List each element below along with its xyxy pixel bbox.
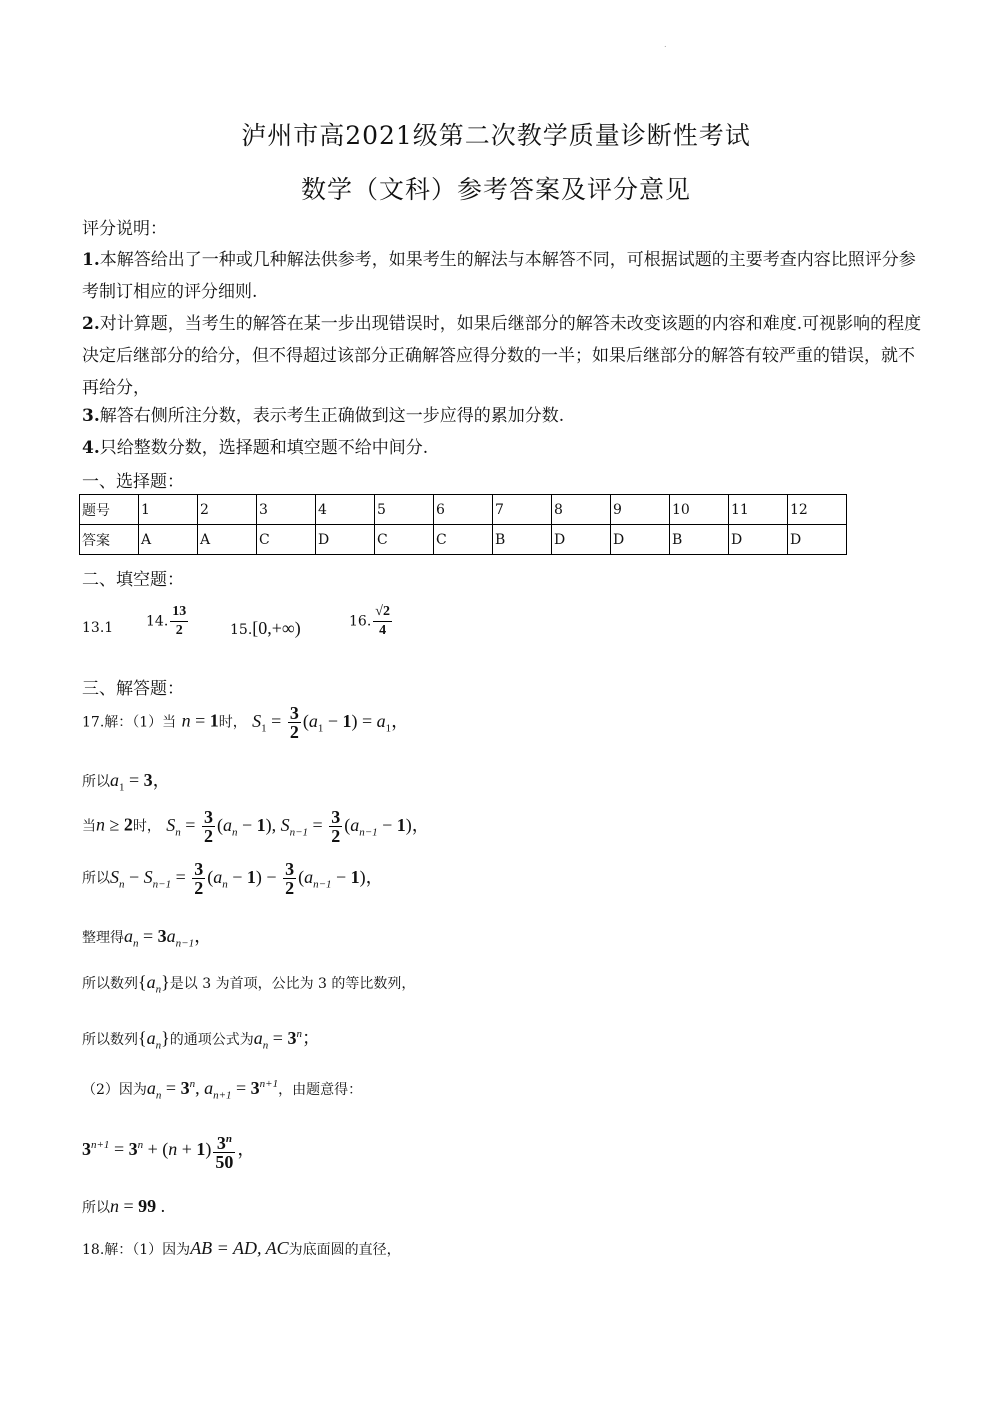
note-number: 4. [82,438,100,458]
sol17-line5 [82,922,212,950]
math-expr: $S_1$ = $\frac{3}{2}$ $(a_1 - 1) = a_1$， [252,703,410,742]
sol18-text: （1）因为 [132,1242,191,1258]
table-cell: 8 [552,495,611,525]
sol17-text: 所以数列 [82,1032,138,1048]
sol17-line8 [82,1078,362,1102]
math-expr: $a_n = 3a_{n-1}$， [124,926,213,950]
table-cell: 6 [434,495,493,525]
table-cell: D [611,525,670,555]
sol17-text: 整理得 [82,930,124,946]
table-row-numbers [80,495,847,525]
sol17-text: 所以数列 [82,976,138,992]
fill-q15-value: [0,+∞) [252,618,301,638]
fraction [170,603,188,640]
math-expr: n = 1 [181,710,219,731]
sol18-line1 [82,1238,401,1259]
table-cell: D [552,525,611,555]
table-header-cell: 题号 [80,495,139,525]
fill-q15-label: 15. [230,622,253,638]
table-cell: B [493,525,552,555]
note-text: 只给整数分数，选择题和填空题不给中间分. [99,438,429,458]
table-cell: 11 [729,495,788,525]
table-header-cell: 答案 [80,525,139,555]
answer-table [79,494,847,555]
page-subtitle: 数学（文科）参考答案及评分意见 [300,175,691,204]
sol17-text: 的通项公式为 [169,1032,254,1048]
denominator: 4 [379,623,387,638]
numerator: 13 [170,603,188,622]
sol17-line3 [82,808,430,845]
table-cell: 12 [788,495,847,525]
fill-q14-label: 14. [146,613,169,630]
sol17-text: （2）因为 [82,1082,147,1098]
table-cell: C [257,525,316,555]
table-cell: B [670,525,729,555]
fill-q14 [146,603,190,640]
math-expr: $a_1 = 3$， [110,770,171,794]
table-cell: D [729,525,788,555]
math-expr: $\{a_n\}$ [138,1028,170,1052]
sol17-when: 时， [218,714,247,731]
table-cell: A [139,525,198,555]
section-choice-heading: 一、选择题： [82,472,184,492]
table-cell: 3 [257,495,316,525]
note-text: 本解答给出了一种或几种解法供参考，如果考生的解法与本解答不同，可根据试题的主要考查内容比照评分参考制订相应的评分细则. [82,250,916,302]
fill-q16 [349,603,394,640]
numerator: √2 [373,603,392,622]
table-cell: C [375,525,434,555]
sol17-line1 [82,704,409,741]
note-3 [82,400,922,432]
fill-q15 [230,618,301,639]
sol17-text: 当 [82,818,96,835]
table-cell: D [316,525,375,555]
table-cell: 9 [611,495,670,525]
math-expr: $S_n - S_{n-1}$ = $\frac{3}{2}$ $(a_n - 1)$ − $\frac{3}{2}$ $(a_{n-1} - 1)$， [110,859,384,898]
fill-q13: 13.1 [82,620,114,636]
fill-q16-label: 16. [349,613,372,630]
note-number: 1. [82,250,100,270]
note-1 [82,244,922,308]
fraction [373,603,392,640]
note-number: 2. [82,314,100,334]
sol17-line7 [82,1024,320,1052]
denominator: 2 [175,623,183,638]
page-title: 泸州市高2021级第二次教学质量诊断性考试 [241,121,751,150]
sol17-part1: （1）当 [132,714,177,731]
sol17-label: 17.解： [82,714,133,731]
speck-mark: . [664,40,667,49]
math-expr: $a_n = 3^n$； [253,1028,320,1052]
sol17-text: ，由题意得： [278,1082,363,1098]
table-cell: 2 [198,495,257,525]
section-solution-heading: 三、解答题： [82,679,184,699]
sol17-text: 时， [132,818,161,835]
note-text: 解答右侧所注分数，表示考生正确做到这一步应得的累加分数. [99,406,565,426]
table-row-answers [80,525,847,555]
math-expr: $S_n$ = $\frac{3}{2}$ $(a_n - 1)$, $S_{n-1}$ = $\frac{3}{2}$ $(a_{n-1} - 1)$， [166,807,430,846]
section-fill-heading: 二、填空题： [82,570,184,590]
sol17-text: 所以 [82,1200,110,1216]
n-value: 99 [138,1196,157,1216]
note-4 [82,432,922,464]
math-expr: n ≥ 2 [96,814,133,835]
sol18-label: 18.解： [82,1242,133,1258]
table-cell: D [788,525,847,555]
notes-heading: 评分说明： [82,219,167,239]
sol17-text: 是以 3 为首项，公比为 3 的等比数列， [169,976,416,992]
table-cell: A [198,525,257,555]
sol17-text: 所以 [82,870,110,887]
math-expr: $a_n = 3^n$, $a_{n+1} = 3^{n+1}$ [146,1078,279,1102]
math-expr: n = 99 . [110,1196,166,1216]
sol17-line10 [82,1196,165,1217]
math-expr: $\{a_n\}$ [138,972,170,996]
table-cell: 1 [139,495,198,525]
math-expr: AB = AD, AC [190,1238,289,1258]
sol17-line9 [82,1130,255,1171]
table-cell: 7 [493,495,552,525]
sol17-text: 所以 [82,774,110,790]
sol17-line6 [82,972,415,996]
sol17-line4 [82,860,384,897]
note-text: 对计算题，当考生的解答在某一步出现错误时，如果后继部分的解答未改变该题的内容和难度.可视影响的程度决定后继部分的给分，但不得超过该部分正确解答应得分数的一半；如果后继部分的解答有较严重的错误，就不再给分， [82,314,922,398]
table-cell: C [434,525,493,555]
table-cell: 4 [316,495,375,525]
sol17-line2 [82,766,171,794]
note-2 [82,308,922,404]
math-expr: $3^{n+1} = 3^n + (n + 1)$ $\frac{3^n}{50}$ ， [82,1139,255,1159]
table-cell: 5 [375,495,434,525]
table-cell: 10 [670,495,729,525]
sol18-text: 为底面圆的直径， [288,1242,401,1258]
note-number: 3. [82,406,100,426]
